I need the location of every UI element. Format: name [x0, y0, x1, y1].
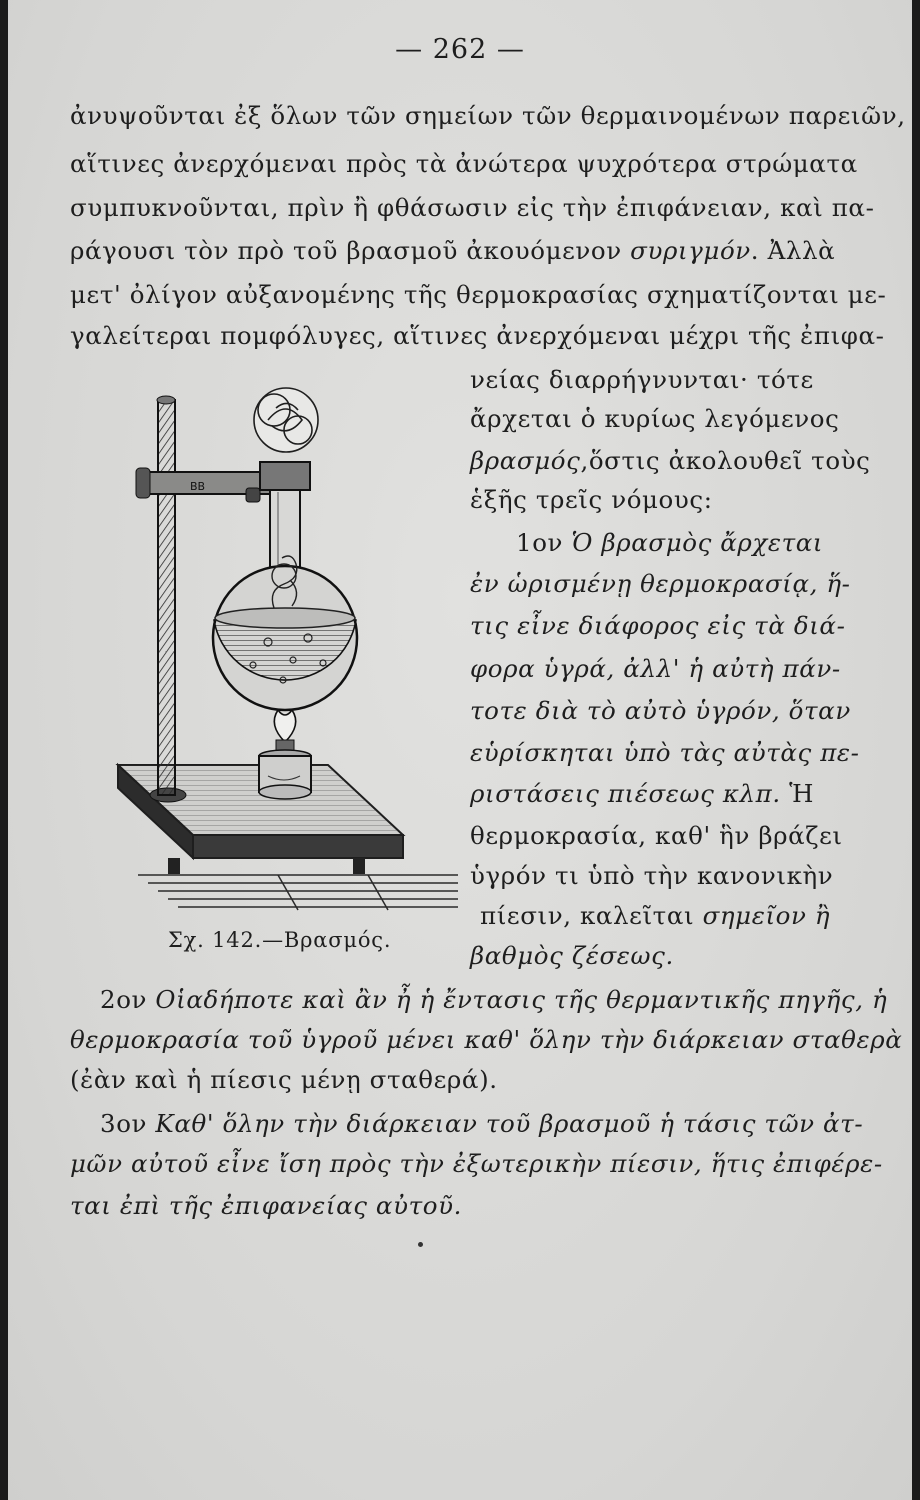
- text-line: τις εἶνε διάφορος εἰς τὰ διά-: [470, 611, 846, 640]
- text-line: ἀνυψοῦνται ἐξ ὅλων τῶν σημείων τῶν θερμαινομένων παρειῶν,: [70, 101, 906, 130]
- boiling-flask-illustration: [78, 380, 468, 920]
- text-span: ριστάσεις πιέσεως κλπ.: [470, 779, 781, 808]
- book-page: [8, 0, 912, 1500]
- term-italic: σημεῖον ἢ: [702, 901, 831, 930]
- text-span: ,ὅστις ἀκολουθεῖ τοὺς: [580, 446, 871, 475]
- text-line: συμπυκνοῦνται, πρὶν ἢ φθάσωσιν εἰς τὴν ἐπιφάνειαν, καὶ πα-: [70, 193, 875, 222]
- text-line: (ἐὰν καὶ ἡ πίεσις μένῃ σταθερά).: [70, 1065, 498, 1094]
- law-number: 3ον: [100, 1109, 156, 1138]
- term-italic: βρασμός: [470, 446, 581, 475]
- text-span: ράγουσι τὸν πρὸ τοῦ βρασμοῦ ἀκουόμενον: [70, 236, 631, 265]
- page-number: — 262 —: [395, 34, 525, 65]
- text-line: μετ' ὀλίγον αὐξανομένης τῆς θερμοκρασίας σχηματίζονται με-: [70, 280, 887, 309]
- text-line: νείας διαρρήγνυνται· τότε: [470, 365, 814, 394]
- text-span: . Ἀλλὰ: [750, 236, 836, 265]
- text-line: εὑρίσκηται ὑπὸ τὰς αὐτὰς πε-: [470, 738, 860, 767]
- text-span: Οἱαδήποτε καὶ ἂν ἦ ἡ ἔντασις τῆς θερμαντικῆς πηγῆς, ἡ: [155, 985, 888, 1014]
- text-line: ὑγρόν τι ὑπὸ τὴν κανονικὴν: [470, 861, 834, 890]
- text-line: γαλείτεραι πομφόλυγες, αἵτινες ἀνερχόμεναι μέχρι τῆς ἐπιφα-: [70, 321, 885, 350]
- text-line: θερμοκρασία τοῦ ὑγροῦ μένει καθ' ὅλην τὴν διάρκειαν σταθερὰ: [70, 1025, 903, 1054]
- stand-label: BB: [190, 480, 206, 493]
- law-number: 1ον: [516, 528, 572, 557]
- text-line: θερμοκρασία, καθ' ἣν βράζει: [470, 821, 843, 850]
- text-line: αἵτινες ἀνερχόμεναι πρὸς τὰ ἀνώτερα ψυχρότερα στρώματα: [70, 149, 858, 178]
- law-3-heading: [100, 1108, 863, 1140]
- text-line: βαθμὸς ζέσεως.: [470, 941, 674, 970]
- ink-speck: [418, 1242, 423, 1247]
- law-1-heading: [516, 527, 823, 559]
- text-line: τοτε διὰ τὸ αὐτὸ ὑγρόν, ὅταν: [470, 696, 851, 725]
- text-line: φορα ὑγρά, ἀλλ' ἡ αὐτὴ πάν-: [470, 654, 841, 683]
- law-number: 2ον: [100, 985, 156, 1014]
- term-italic: συριγμόν: [630, 236, 751, 265]
- law-2-heading: [100, 984, 887, 1016]
- text-line: [70, 235, 835, 267]
- figure-caption: Σχ. 142.—Βρασμός.: [168, 928, 392, 952]
- text-line: ται ἐπὶ τῆς ἐπιφανείας αὐτοῦ.: [70, 1191, 462, 1220]
- text-line: ἑξῆς τρεῖς νόμους:: [470, 485, 713, 514]
- text-span: Ἡ: [780, 779, 815, 808]
- text-line: ἐν ὡρισμένῃ θερμοκρασίᾳ, ἥ-: [470, 569, 851, 598]
- text-line: [470, 445, 871, 477]
- text-line: ἄρχεται ὁ κυρίως λεγόμενος: [470, 404, 840, 433]
- text-line: [470, 778, 814, 810]
- text-span: Ὁ βρασμὸς ἄρχεται: [571, 528, 824, 557]
- text-span: πίεσιν, καλεῖται: [480, 901, 703, 930]
- text-line: μῶν αὐτοῦ εἶνε ἴση πρὸς τὴν ἐξωτερικὴν πίεσιν, ἥτις ἐπιφέρε-: [70, 1149, 883, 1178]
- text-span: Καθ' ὅλην τὴν διάρκειαν τοῦ βρασμοῦ ἡ τάσις τῶν ἀτ-: [155, 1109, 864, 1138]
- text-line: [480, 900, 830, 932]
- engraving: [78, 380, 468, 920]
